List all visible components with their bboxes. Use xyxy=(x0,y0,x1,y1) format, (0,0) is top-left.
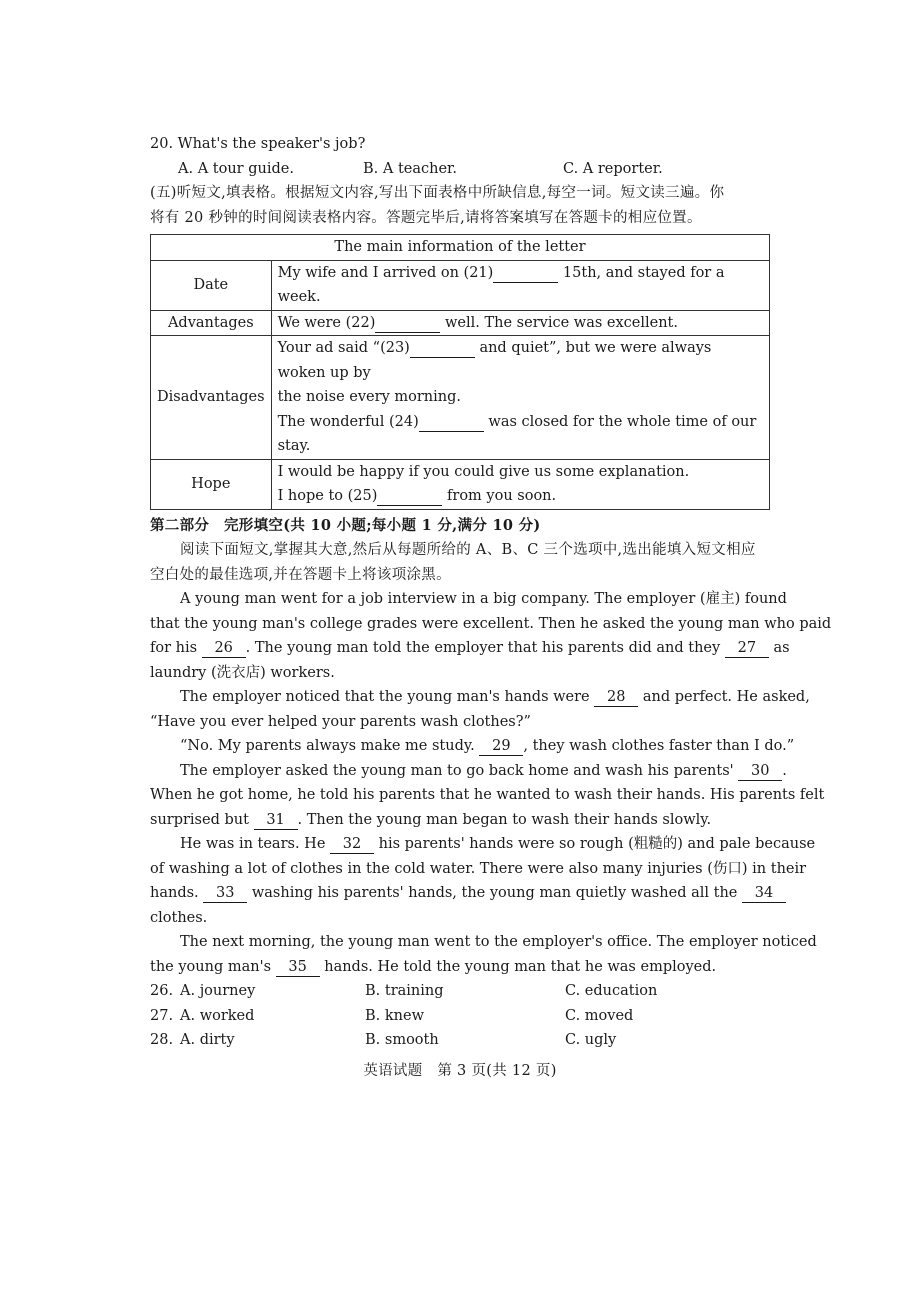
disadvantages-label: Disadvantages xyxy=(151,336,272,460)
dis-text-e: was closed for the whole time of our stay. xyxy=(277,413,757,454)
hope-cell xyxy=(271,459,769,509)
letter-info-table xyxy=(150,234,770,510)
q20-stem: 20. What's the speaker's job? xyxy=(150,136,366,152)
passage-line: The next morning, the young man went to the employer's office. The employer noticed xyxy=(180,934,817,950)
passage-text: surprised but xyxy=(150,811,249,828)
date-label: Date xyxy=(151,260,272,310)
passage-text: hands. xyxy=(150,885,199,901)
passage-text: He was in tears. He xyxy=(180,836,326,852)
blank-23[interactable] xyxy=(410,339,475,358)
adv-text-b: well. The service was excellent. xyxy=(445,314,678,331)
passage-line: that the young man's college grades were excellent. Then he asked the young man who paid xyxy=(150,615,832,632)
exam-page xyxy=(150,132,832,1083)
passage-line xyxy=(150,881,774,906)
passage-text: his parents' hands were so rough (粗糙的) and pale because xyxy=(378,836,816,852)
option-a[interactable]: A. journey xyxy=(180,983,256,999)
passage-text: The employer asked the young man to go back home and wash his parents' xyxy=(180,762,734,779)
passage-line: of washing a lot of clothes in the cold water. There were also many injuries (伤口) in their xyxy=(150,860,807,877)
passage-text: washing his parents' hands, the young man quietly washed all the xyxy=(251,885,738,901)
blank-26[interactable]: 26 xyxy=(202,639,246,658)
hope-label: Hope xyxy=(151,459,272,509)
passage-line xyxy=(150,955,770,980)
section5-instruction-2: 将有 20 秒钟的时间阅读表格内容。答题完毕后,请将答案填写在答题卡的相应位置。 xyxy=(150,209,702,226)
question-26 xyxy=(150,979,770,1004)
passage-text: The employer noticed that the young man's hands were xyxy=(180,689,590,705)
adv-text-a: We were (22) xyxy=(277,314,376,331)
disadvantages-cell xyxy=(271,336,769,460)
option-a[interactable]: A. worked xyxy=(180,1007,255,1024)
advantages-label: Advantages xyxy=(151,310,272,336)
date-text-a: My wife and I arrived on (21) xyxy=(277,264,494,281)
passage-line xyxy=(150,734,795,759)
question-number: 28. xyxy=(150,1032,174,1048)
hope-text-b: I hope to (25) xyxy=(277,488,378,504)
passage-line: A young man went for a job interview in a big company. The employer (雇主) found xyxy=(180,591,787,607)
passage-line xyxy=(150,832,816,857)
passage-text: and perfect. He asked, xyxy=(642,689,810,705)
q20-options xyxy=(150,157,770,182)
blank-29[interactable]: 29 xyxy=(479,737,523,756)
part2-heading: 第二部分 完形填空(共 10 小题;每小题 1 分,满分 10 分) xyxy=(150,516,541,534)
blank-33[interactable]: 33 xyxy=(203,884,247,903)
question-27 xyxy=(150,1004,770,1029)
blank-31[interactable]: 31 xyxy=(254,811,298,830)
passage-text: . Then the young man began to wash their hands slowly. xyxy=(297,811,712,828)
blank-21[interactable] xyxy=(493,264,558,283)
blank-32[interactable]: 32 xyxy=(330,835,374,854)
passage-line: “Have you ever helped your parents wash clothes?” xyxy=(150,713,531,730)
part2-instruction-1: 阅读下面短文,掌握其大意,然后从每题所给的 A、B、C 三个选项中,选出能填入短文相应 xyxy=(180,542,756,558)
hope-text-c: from you soon. xyxy=(447,488,557,504)
passage-line xyxy=(150,808,770,833)
table-title: The main information of the letter xyxy=(151,235,770,261)
option-c[interactable]: C. ugly xyxy=(565,1032,617,1048)
blank-30[interactable]: 30 xyxy=(738,762,782,781)
date-text-b: 15th, and stayed for a week. xyxy=(277,264,725,305)
passage-text: . The young man told the employer that his parents did and they xyxy=(245,640,721,656)
passage-text: for his xyxy=(150,640,198,656)
page-footer: 英语试题 第 3 页(共 12 页) xyxy=(363,1062,557,1079)
dis-text-c: the noise every morning. xyxy=(277,389,461,405)
date-cell xyxy=(271,260,769,310)
blank-34[interactable]: 34 xyxy=(742,884,786,903)
question-number: 26. xyxy=(150,983,174,999)
section5-instruction-1: (五)听短文,填表格。根据短文内容,写出下面表格中所缺信息,每空一词。短文读三遍。你 xyxy=(150,185,725,201)
passage-line xyxy=(150,685,810,710)
blank-24[interactable] xyxy=(419,413,484,432)
option-b[interactable]: B. smooth xyxy=(365,1032,439,1048)
option-b[interactable]: B. knew xyxy=(365,1007,424,1024)
q20-option-a: A. A tour guide. xyxy=(178,160,294,177)
option-b[interactable]: B. training xyxy=(365,983,444,999)
dis-text-b: and quiet”, but we were always woken up by xyxy=(277,340,712,381)
question-number: 27. xyxy=(150,1007,174,1024)
q20-option-b: B. A teacher. xyxy=(363,160,457,177)
passage-text: . xyxy=(782,762,787,779)
advantages-cell xyxy=(271,310,769,336)
passage-line: When he got home, he told his parents that he wanted to wash their hands. His parents felt xyxy=(150,787,825,803)
blank-25[interactable] xyxy=(377,487,442,506)
passage-text: as xyxy=(773,640,790,656)
option-c[interactable]: C. moved xyxy=(565,1007,634,1024)
blank-35[interactable]: 35 xyxy=(276,958,320,977)
dis-text-a: Your ad said “(23) xyxy=(277,340,410,356)
blank-28[interactable]: 28 xyxy=(594,688,638,707)
passage-line: laundry (洗衣店) workers. xyxy=(150,664,335,681)
blank-22[interactable] xyxy=(375,314,440,333)
hope-text-a: I would be happy if you could give us some explanation. xyxy=(277,463,690,480)
passage-line xyxy=(150,759,787,784)
passage-text: hands. He told the young man that he was employed. xyxy=(324,958,717,975)
passage-line xyxy=(150,636,790,661)
part2-instruction-2: 空白处的最佳选项,并在答题卡上将该项涂黑。 xyxy=(150,566,451,583)
passage-text: the young man's xyxy=(150,958,272,975)
dis-text-d: The wonderful (24) xyxy=(277,413,419,430)
option-a[interactable]: A. dirty xyxy=(180,1032,235,1048)
passage-line: clothes. xyxy=(150,909,208,926)
q20-option-c: C. A reporter. xyxy=(563,160,663,177)
option-c[interactable]: C. education xyxy=(565,983,658,999)
blank-27[interactable]: 27 xyxy=(725,639,769,658)
passage-text: , they wash clothes faster than I do.” xyxy=(523,738,795,754)
question-28 xyxy=(150,1028,770,1053)
passage-text: “No. My parents always make me study. xyxy=(180,738,475,754)
